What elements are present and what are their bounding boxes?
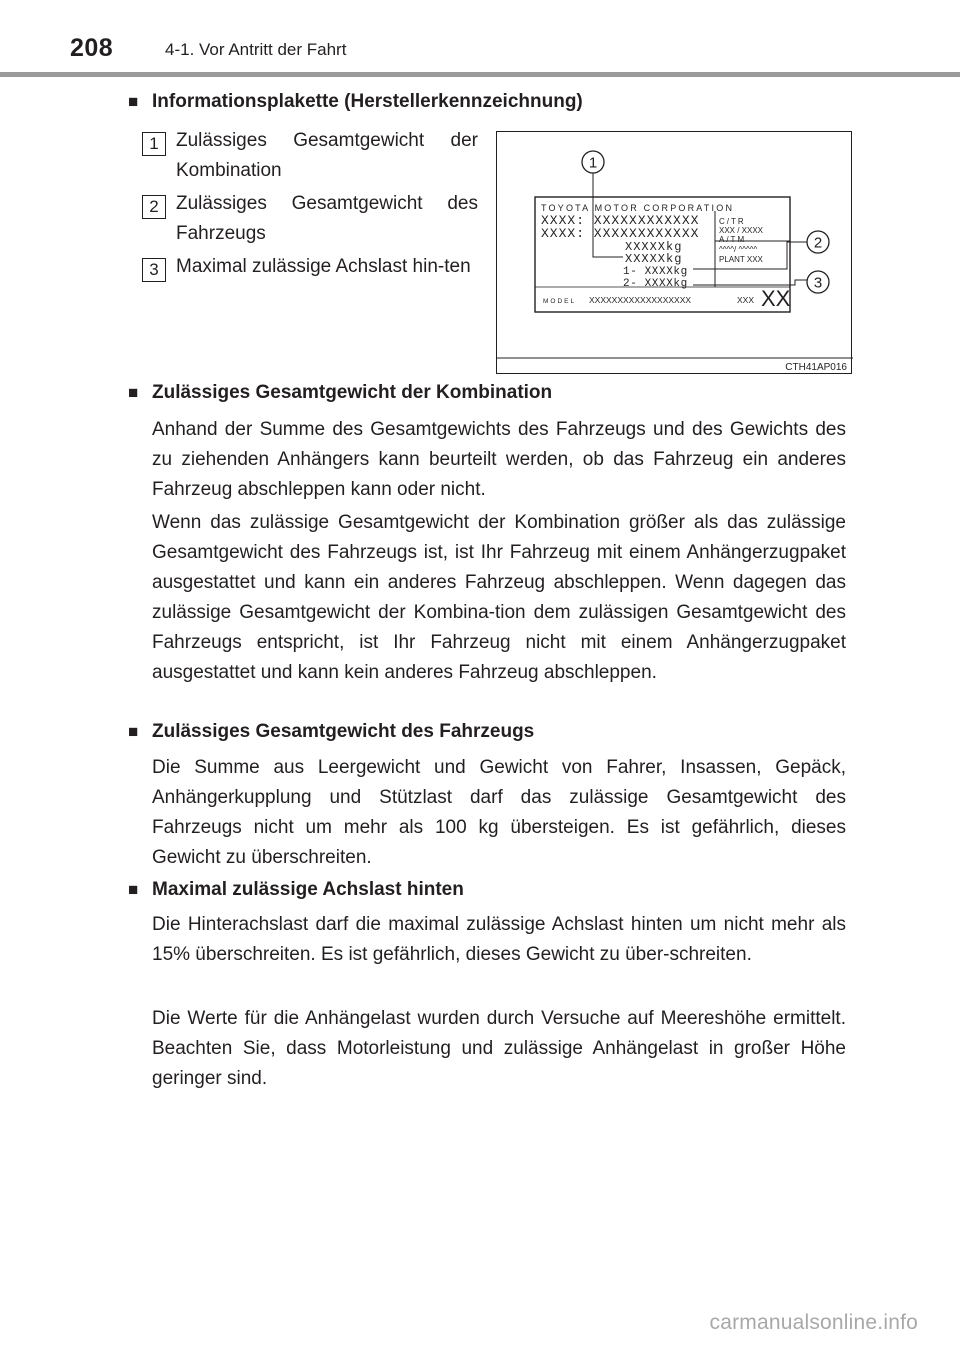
plate-row-1: XXXX: XXXXXXXXXXXX [541,213,700,228]
plate-atm-label: A/TM [719,235,747,244]
section-title: Zulässiges Gesamtgewicht des Fahrzeugs [152,721,535,742]
legend-number-1: 1 [142,132,166,156]
section-title: Informationsplakette (Herstellerkennzeichnung) [152,91,583,112]
section-heading-combination [128,382,552,404]
plate-weight-2: XXXXXkg [625,252,683,266]
paragraph: Die Summe aus Leergewicht und Gewicht von Fahrer, Insassen, Gepäck, Anhängerkupplung und Stützlast darf das zulässige Gesamtgewicht des Fahrzeugs nicht um mehr als 100 kg übersteigen. Es ist gefährlich, dieses Gewicht zu überschreiten. [152,757,846,868]
square-bullet-icon: ■ [128,722,139,741]
paragraph: Wenn das zulässige Gesamtgewicht der Kombination größer als das zulässige Gesamtgewicht des Fahrzeugs ist, ist Ihr Fahrzeug mit einem Anhängerzugpaket ausgestattet und kann ein anderes Fahrzeug abschleppen. Wenn dagegen das zulässige Gesamtgewicht der Kombina-tion dem zulässigen Gesamtgewicht des Fahrzeugs entspricht, ist Ihr Fahrzeug nicht mit einem Anhängerzugpaket ausgestattet und kann kein anderes Fahrzeug abschleppen. [152,512,846,683]
plate-row-2: XXXX: XXXXXXXXXXXX [541,226,700,241]
figure-code: CTH41AP016 [785,362,847,373]
legend-text-2: Zulässiges Gesamtgewicht des Fahrzeugs [176,193,478,244]
legend-text-3: Maximal zulässige Achslast hin-ten [176,256,471,277]
plate-ctr-label: C/TR [719,217,746,226]
header-divider [0,72,960,77]
legend-number-2: 2 [142,195,166,219]
plate-model-label: MODEL [543,298,577,305]
square-bullet-icon: ■ [128,383,139,402]
paragraph: Die Hinterachslast darf die maximal zulässige Achslast hinten um nicht mehr als 15% überschreiten. Es ist gefährlich, dieses Gewicht zu über-schreiten. [152,914,846,965]
plate-ctr-value: XXX / XXXX [719,226,764,235]
callout-number-3: 3 [813,274,823,292]
page-number: 208 [70,34,114,62]
square-bullet-icon: ■ [128,880,139,899]
page-header [0,0,960,80]
footer-watermark[interactable]: carmanualsonline.info [709,1311,918,1334]
callout-number-2: 2 [813,234,823,252]
plate-axle-1: 1- XXXXkg [623,266,688,278]
info-plate-figure [496,131,852,374]
plate-plant: PLANT XXX [719,255,763,264]
section-heading-plate [128,91,583,113]
section-title: Maximal zulässige Achslast hinten [152,879,464,900]
section-heading-axle [128,879,464,901]
plate-atm-value: ^^^^/ ^^^^^ [719,245,758,254]
paragraph: Anhand der Summe des Gesamtgewichts des Fahrzeugs und des Gewichts des zu ziehenden Anhängers kann beurteilt werden, ob das Fahrzeug ein anderes Fahrzeug abschleppen kann oder nicht. [152,419,846,500]
plate-xx: XX [761,286,791,311]
legend-text-1: Zulässiges Gesamtgewicht der Kombination [176,130,478,181]
plate-xxx: XXX [737,295,755,305]
section-title: Zulässiges Gesamtgewicht der Kombination [152,382,553,403]
plate-maker: TOYOTA MOTOR CORPORATION [541,203,735,213]
plate-weight-1: XXXXXkg [625,240,683,254]
info-plate-illustration [497,132,853,375]
plate-model-value: XXXXXXXXXXXXXXXXXX [589,295,692,305]
callout-number-1: 1 [588,154,598,172]
plate-axle-2: 2- XXXXkg [623,278,688,290]
square-bullet-icon: ■ [128,92,139,111]
section-heading-vehicle [128,721,534,743]
legend-number-3: 3 [142,258,166,282]
paragraph: Die Werte für die Anhängelast wurden durch Versuche auf Meereshöhe ermittelt. Beachten Sie, dass Motorleistung und zulässige Anhängelast in großer Höhe geringer sind. [152,1008,846,1089]
chapter-title: 4-1. Vor Antritt der Fahrt [165,40,347,59]
